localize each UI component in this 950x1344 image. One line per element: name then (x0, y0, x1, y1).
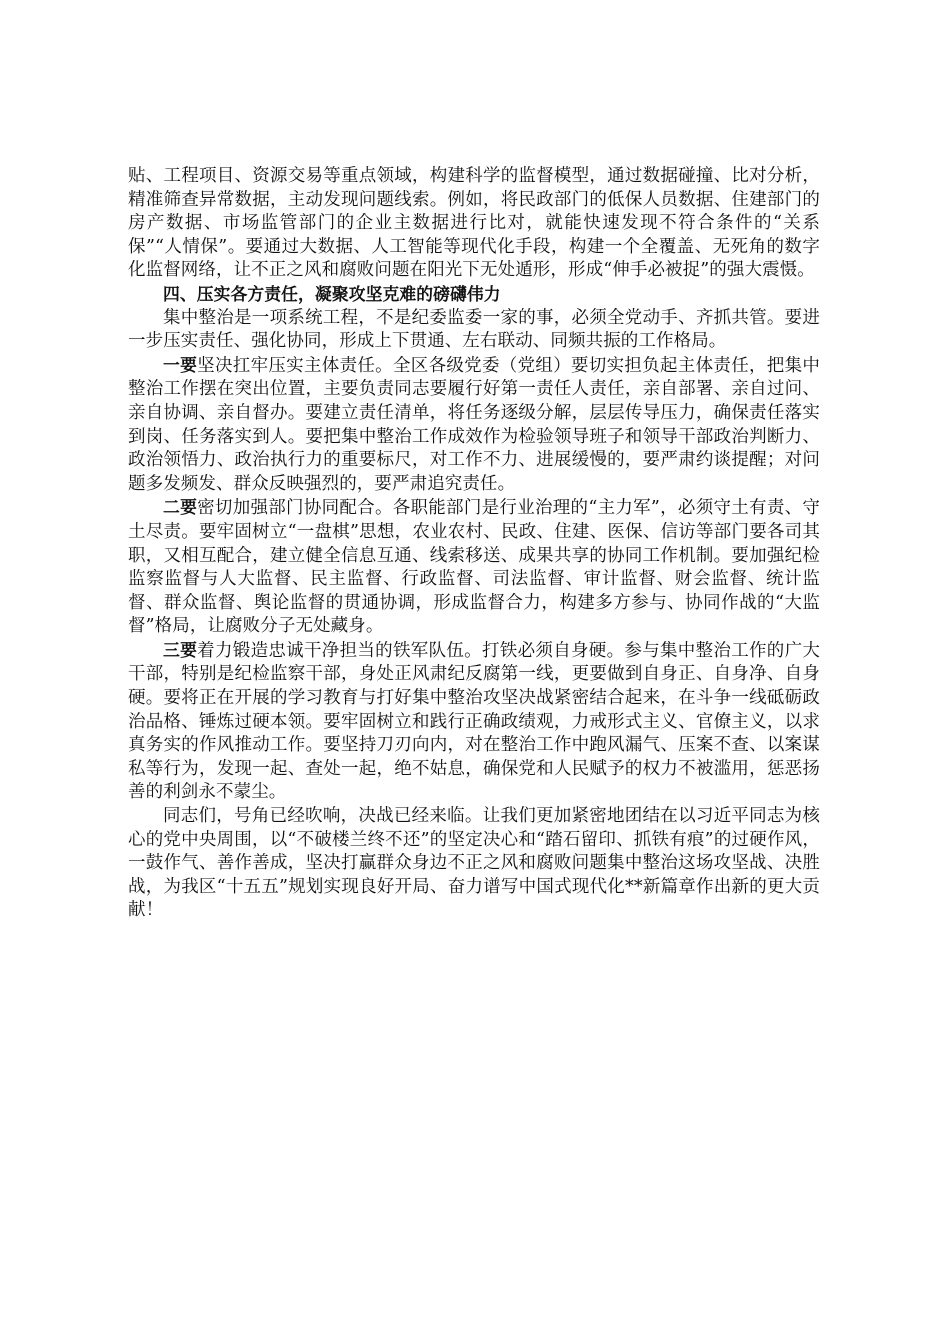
point-1-text: 坚决扛牢压实主体责任。全区各级党委（党组）要切实担负起主体责任，把集中整治工作摆在突出位置，主要负责同志要履行好第一责任人责任，亲自部署、亲自过问、亲自协调、亲自督办。要建立责任清单，将任务逐级分解，层层传导压力，确保责任落实到岗、任务落实到人。要把集中整治工作成效作为检验领导班子和领导干部政治判断力、政治领悟力、政治执行力的重要标尺，对工作不力、进展缓慢的，要严肃约谈提醒；对问题多发频发、群众反映强烈的，要严肃追究责任。 (128, 355, 821, 494)
paragraph-continuation: 贴、工程项目、资源交易等重点领域，构建科学的监督模型，通过数据碰撞、比对分析，精准筛查异常数据，主动发现问题线索。例如，将民政部门的低保人员数据、住建部门的房产数据、市场监管部门的企业主数据进行比对，就能快速发现不符合条件的“关系保”“人情保”。要通过大数据、人工智能等现代化手段，构建一个全覆盖、无死角的数字化监督网络，让不正之风和腐败问题在阳光下无处遁形，形成“伸手必被捉”的强大震慑。 (128, 166, 820, 281)
document-page (128, 165, 820, 923)
point-1-lead: 一要 (163, 354, 198, 375)
point-3-text: 着力锻造忠诚干净担当的铁军队伍。打铁必须自身硬。参与集中整治工作的广大干部，特别是纪检监察干部，身处正风肃纪反腐第一线，更要做到自身正、自身净、自身硬。要将正在开展的学习教育与打好集中整治攻坚决战紧密结合起来，在斗争一线砥砺政治品格、锤炼过硬本领。要牢固树立和践行正确政绩观，力戒形式主义、官僚主义，以求真务实的作风推动工作。要坚持刀刃向内，对在整治工作中跑风漏气、压案不查、以案谋私等行为，发现一起、查处一起，绝不姑息，确保党和人民赋予的权力不被滥用，惩恶扬善的利剑永不蒙尘。 (128, 640, 821, 803)
section-heading: 四、压实各方责任，凝聚攻坚克难的磅礴伟力 (163, 283, 501, 304)
paragraph-intro: 集中整治是一项系统工程，不是纪委监委一家的事，必须全党动手、齐抓共管。要进一步压实责任、强化协同，形成上下贯通、左右联动、同频共振的工作格局。 (128, 307, 820, 352)
paragraph-point-2 (128, 496, 820, 639)
point-2-text: 密切加强部门协同配合。各职能部门是行业治理的“主力军”，必须守土有责、守土尽责。要牢固树立“一盘棋”思想，农业农村、民政、住建、医保、信访等部门要各司其职，又相互配合，建立健全信息互通、线索移送、成果共享的协同工作机制。要加强纪检监察监督与人大监督、民主监督、行政监督、司法监督、审计监督、财会监督、统计监督、群众监督、舆论监督的贯通协调，形成监督合力，构建多方参与、协同作战的“大监督”格局，让腐败分子无处藏身。 (128, 498, 821, 637)
paragraph-point-1 (128, 354, 820, 497)
paragraph-point-3 (128, 639, 820, 805)
point-3-lead: 三要 (163, 639, 198, 660)
paragraph-closing: 同志们，号角已经吹响，决战已经来临。让我们更加紧密地团结在以习近平同志为核心的党中央周围，以“不破楼兰终不还”的坚定决心和“踏石留印、抓铁有痕”的过硬作风，一鼓作气、善作善成，坚决打赢群众身边不正之风和腐败问题集中整治这场攻坚战、决胜战，为我区“十五五”规划实现良好开局、奋力谱写中国式现代化**新篇章作出新的更大贡献！ (128, 806, 820, 921)
point-2-lead: 二要 (163, 497, 198, 518)
